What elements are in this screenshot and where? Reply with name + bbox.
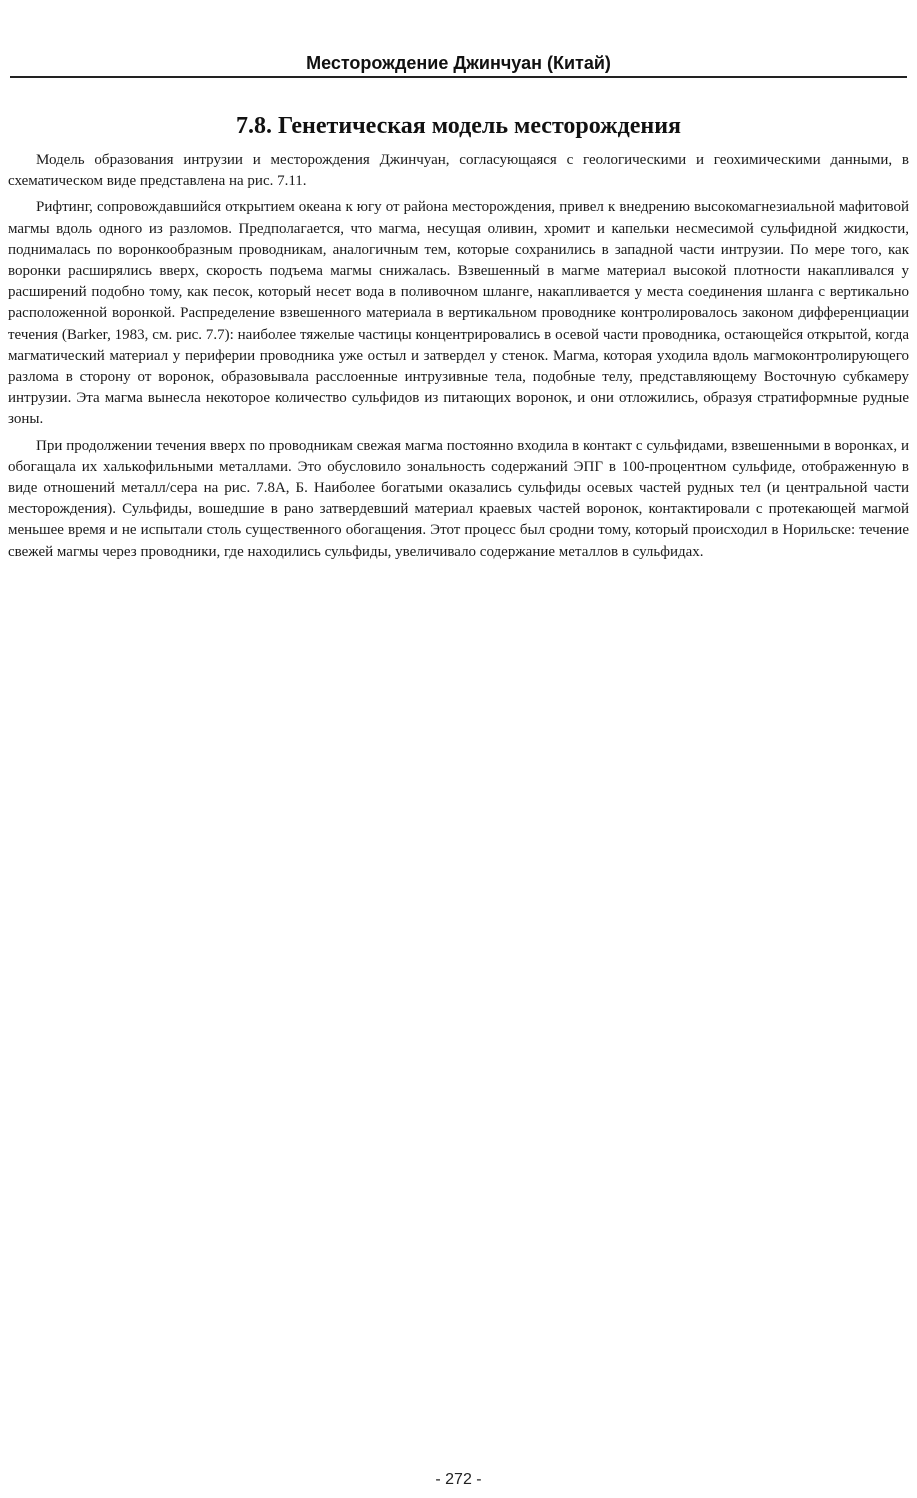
paragraph-1: Модель образования интрузии и месторождения Джинчуан, согласующаяся с геологическими и геохимическими данными, в схематическом виде представлена на рис. 7.11.: [8, 152, 909, 190]
page-number: - 272 -: [435, 1471, 482, 1488]
section-title: 7.8. Генетическая модель месторождения: [235, 113, 682, 139]
running-header: Месторождение Джинчуан (Китай): [306, 53, 611, 73]
paragraph-2: Рифтинг, сопровождавшийся открытием океана к югу от района месторождения, привел к внедрению высокомагнезиальной мафитовой магмы вдоль одного из разломов. Предполагается, что магма, несущая оливин, хромит и капельки несмесимой сульфидной жидкости, поднималась по воронкообразным проводникам, аналогичным тем, которые сохранились в западной части интрузии. По мере того, как воронки расширялись вверх, скорость подъема магмы снижалась. Взвешенный в магме материал высокой плотности накапливался у расширений подобно тому, как песок, который несет вода в поливочном шланге, накапливается у места соединения шланга с вертикально расположенной воронкой. Распределение взвешенного материала в вертикальном проводнике контролировалось законом дифференциации течения (Barker, 1983, см. рис. 7.7): наиболее тяжелые частицы концентрировались в осевой части проводника, остающейся открытой, когда магматический материал у периферии проводника уже остыл и затвердел у стенок. Магма, которая уходила вдоль магмоконтролирующего разлома в сторону от воронок, образовывала расслоенные интрузивные тела, подобные телу, представляющему Восточную субкамеру интрузии. Эта магма вынесла некоторое количество сульфидов из питающих воронок, и они отложились, образуя стратиформные рудные зоны.: [8, 199, 909, 428]
header-divider: [10, 76, 907, 78]
paragraph-3: При продолжении течения вверх по проводникам свежая магма постоянно входила в контакт с сульфидами, взвешенными в воронках, и обогащала их халькофильными металлами. Это обусловило зональность содержаний ЭПГ в 100-процентном сульфиде, отображенную в виде отношений металл/сера на рис. 7.8А, Б. Наиболее богатыми оказались сульфиды осевых частей рудных тел (и центральной части месторождения). Сульфиды, вошедшие в рано затвердевший материал краевых частей воронок, контактировали с протекающей магмой меньшее время и не испытали столь существенного обогащения. Этот процесс был сродни тому, который происходил в Норильске: течение свежей магмы через проводники, где находились сульфиды, увеличивало содержание металлов в сульфидах.: [8, 437, 909, 560]
body-text: [8, 150, 909, 563]
